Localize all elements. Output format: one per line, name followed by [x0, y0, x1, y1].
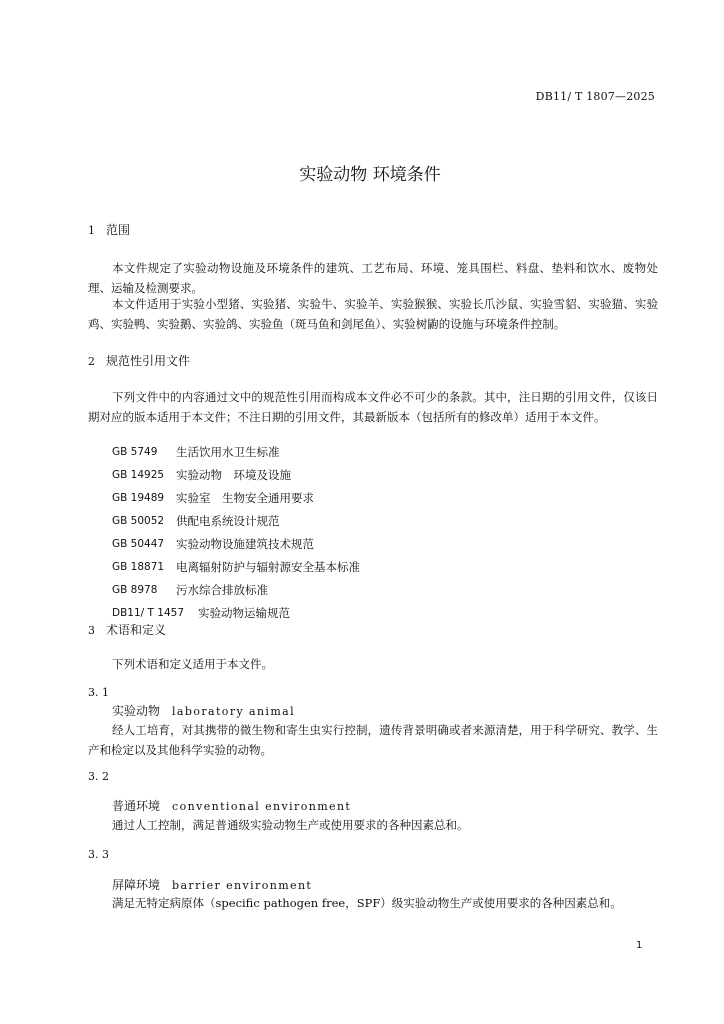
document-title: 实验动物 环境条件: [299, 165, 441, 185]
reference-title: 实验动物设施建筑技术规范: [176, 537, 314, 551]
term-english: barrier environment: [172, 879, 313, 892]
section-2-heading: [88, 352, 190, 369]
section-2-intro: 下列文件中的内容通过文中的规范性引用而构成本文件必不可少的条款。其中，注日期的引用文件，仅该日期对应的版本适用于本文件；不注日期的引用文件，其最新版本（包括所有的修改单）适用于本文件。: [88, 390, 658, 424]
term-chinese: 普通环境: [112, 799, 161, 813]
reference-item: [112, 510, 360, 533]
term-chinese: 屏障环境: [112, 878, 161, 892]
reference-code: GB 5749: [112, 446, 158, 458]
reference-code: GB 19489: [112, 492, 165, 504]
reference-title: 实验室 生物安全通用要求: [176, 491, 314, 505]
reference-code: GB 8978: [112, 584, 158, 596]
section-3-heading: [88, 621, 166, 638]
term-definition: 满足无特定病原体（specific pathogen free，SPF）级实验动物生产或使用要求的各种因素总和。: [112, 896, 622, 910]
page-number: 1: [636, 940, 643, 951]
section-number: 2: [88, 355, 95, 368]
reference-code: GB 14925: [112, 469, 165, 481]
normative-reference-list: [112, 441, 360, 625]
term-number: 3. 1: [88, 686, 109, 699]
term-definition: 通过人工控制，满足普通级实验动物生产或使用要求的各种因素总和。: [112, 818, 469, 832]
reference-title: 污水综合排放标准: [176, 583, 268, 597]
term-entry: [112, 797, 351, 814]
term-english: laboratory animal: [172, 705, 296, 718]
reference-code: GB 50052: [112, 515, 165, 527]
term-definition: 经人工培育，对其携带的微生物和寄生虫实行控制，遗传背景明确或者来源清楚，用于科学研究、教学、生产和检定以及其他科学实验的动物。: [88, 723, 658, 757]
reference-item: [112, 533, 360, 556]
section-number: 3: [88, 624, 95, 637]
section-title: 范围: [106, 223, 131, 237]
reference-item: [112, 487, 360, 510]
reference-item: [112, 464, 360, 487]
reference-item: [112, 556, 360, 579]
section-title: 术语和定义: [106, 623, 167, 637]
section-1-paragraph-1: 本文件规定了实验动物设施及环境条件的建筑、工艺布局、环境、笼具围栏、料盘、垫料和饮水、废物处理、运输及检测要求。: [88, 261, 658, 295]
term-entry: [112, 876, 312, 893]
section-title: 规范性引用文件: [106, 354, 191, 368]
reference-code: GB 50447: [112, 538, 165, 550]
term-number: 3. 3: [88, 848, 109, 861]
reference-item: [112, 579, 360, 602]
reference-title: 实验动物运输规范: [198, 606, 290, 620]
section-3-intro: 下列术语和定义适用于本文件。: [112, 657, 273, 671]
reference-title: 供配电系统设计规范: [176, 514, 280, 528]
standard-code: DB11/ T 1807—2025: [535, 90, 655, 103]
reference-code: DB11/ T 1457: [112, 607, 184, 619]
term-english: conventional environment: [172, 800, 352, 813]
term-entry: [112, 702, 295, 719]
term-number: 3. 2: [88, 770, 109, 783]
section-1-heading: [88, 221, 130, 238]
reference-title: 实验动物 环境及设施: [176, 468, 291, 482]
reference-item: [112, 441, 360, 464]
term-chinese: 实验动物: [112, 704, 161, 718]
reference-title: 电离辐射防护与辐射源安全基本标准: [176, 560, 360, 574]
section-1-paragraph-2: 本文件适用于实验小型猪、实验猪、实验牛、实验羊、实验猴猴、实验长爪沙鼠、实验雪貂、实验猫、实验鸡、实验鸭、实验鹅、实验鸽、实验鱼（斑马鱼和剑尾鱼）、实验树鼩的设施与环境条件控制。: [88, 297, 658, 331]
reference-title: 生活饮用水卫生标准: [176, 445, 280, 459]
section-number: 1: [88, 224, 95, 237]
reference-code: GB 18871: [112, 561, 165, 573]
